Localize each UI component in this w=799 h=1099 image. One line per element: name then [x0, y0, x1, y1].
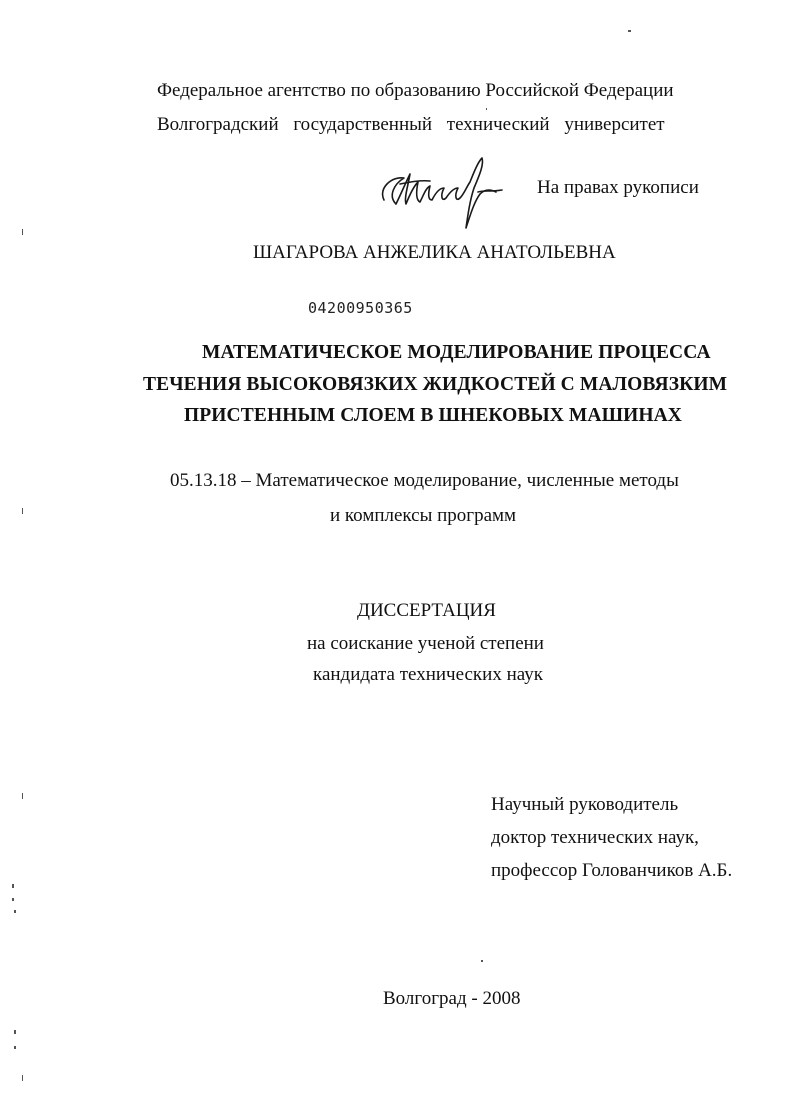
scan-speck: [14, 1030, 16, 1034]
degree-name: кандидата технических наук: [313, 664, 543, 685]
specialty-line-1: 05.13.18 – Математическое моделирование, численные методы: [170, 470, 679, 491]
scan-speck: [22, 508, 23, 514]
university-name: Волгоградский государственный технический университет: [157, 114, 665, 135]
degree-purpose: на соискание ученой степени: [307, 633, 544, 654]
scan-speck: [481, 960, 483, 962]
handwritten-signature-icon: [370, 148, 510, 238]
registration-stamp-number: 04200950365: [308, 299, 413, 317]
title-line-1: МАТЕМАТИЧЕСКОЕ МОДЕЛИРОВАНИЕ ПРОЦЕССА: [202, 342, 711, 363]
scan-speck: [12, 884, 14, 888]
scan-speck: [22, 1075, 23, 1081]
title-line-3: ПРИСТЕННЫМ СЛОЕМ В ШНЕКОВЫХ МАШИНАХ: [184, 405, 682, 426]
agency-name: Федеральное агентство по образованию Российской Федерации: [157, 80, 674, 101]
specialty-line-2: и комплексы программ: [330, 505, 517, 526]
city-year: Волгоград - 2008: [383, 988, 521, 1009]
scan-speck: [12, 898, 14, 901]
author-name: ШАГАРОВА АНЖЕЛИКА АНАТОЛЬЕВНА: [253, 242, 616, 263]
supervisor-label: Научный руководитель: [491, 794, 679, 815]
scan-speck: [14, 910, 16, 913]
manuscript-rights-note: На правах рукописи: [537, 177, 699, 198]
title-line-2: ТЕЧЕНИЯ ВЫСОКОВЯЗКИХ ЖИДКОСТЕЙ С МАЛОВЯЗКИМ: [143, 374, 728, 395]
scan-speck: [22, 229, 23, 235]
scan-speck: [14, 1046, 16, 1049]
supervisor-name: профессор Голованчиков А.Б.: [491, 860, 733, 881]
dissertation-label: ДИССЕРТАЦИЯ: [357, 600, 496, 621]
scan-speck: [628, 30, 631, 32]
scan-speck: [486, 108, 487, 110]
scan-speck: [22, 793, 23, 799]
supervisor-degree: доктор технических наук,: [491, 827, 699, 848]
